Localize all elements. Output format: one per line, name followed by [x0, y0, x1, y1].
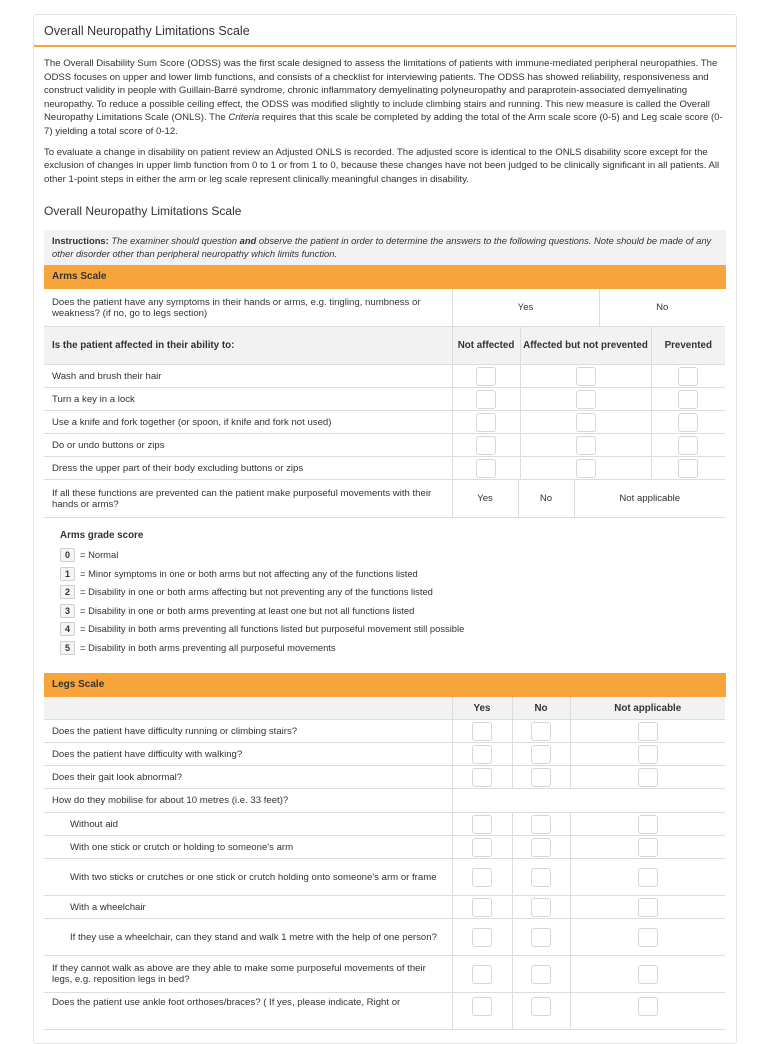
panel-title: Overall Neuropathy Limitations Scale — [34, 15, 736, 47]
arms-grade-title: Arms grade score — [60, 529, 144, 541]
grade-row-5: 5 = Disability in both arms preventing all purposeful movements — [60, 638, 726, 657]
arm-item-turn-key: Turn a key in a lock — [44, 388, 452, 411]
arm-knife-prevented-checkbox[interactable] — [678, 413, 698, 432]
mob-stand-na-checkbox[interactable] — [638, 928, 658, 947]
mob-stand-no-checkbox[interactable] — [531, 928, 551, 947]
legs-col-no: No — [512, 697, 570, 720]
intro-paragraph-1: The Overall Disability Sum Score (ODSS) was the first scale designed to assess the limitations of patients with immune-mediated peripheral neuropathies. The ODSS focuses on upper and lower limb functions, and consists of a checklist for interviewing patients. The ODSS has showed reliability, responsiveness and construct validity in people with Guillain-Barré syndrome, chronic inflammatory demyelinating polyneuropathy and paraprotein-associated demyelinating neuropathy. To reduce a possible ceiling effect, the ODSS was modified slightly to include climbing stairs and running. This new measure is called the Overall Neuropathy Limitations Scale (ONLS). The Criteria requires that this scale be completed by adding the total of the Arm scale score (0-5) and Leg scale score (0-7) yielding a total score of 0-12. — [44, 58, 723, 137]
leg-orthoses-no-checkbox[interactable] — [531, 997, 551, 1016]
grade-row-1: 1 = Minor symptoms in one or both arms but not affecting any of the functions listed — [60, 564, 726, 583]
mob-onestick-no-checkbox[interactable] — [531, 838, 551, 857]
mob-noaid-na-checkbox[interactable] — [638, 815, 658, 834]
leg-q-gait: Does their gait look abnormal? — [44, 766, 452, 789]
arm-key-prevented-checkbox[interactable] — [678, 390, 698, 409]
leg-purposeful-no-checkbox[interactable] — [531, 965, 551, 984]
arm-dress-affected-checkbox[interactable] — [576, 459, 596, 478]
leg-gait-na-checkbox[interactable] — [638, 768, 658, 787]
leg-running-yes-checkbox[interactable] — [472, 722, 492, 741]
leg-q-running: Does the patient have difficulty running or climbing stairs? — [44, 720, 452, 743]
legs-table — [44, 697, 725, 1031]
arms-functions-table — [44, 327, 725, 481]
arms-symptoms-table — [44, 289, 725, 327]
arm-wash-prevented-checkbox[interactable] — [678, 367, 698, 386]
grade-row-4: 4 = Disability in both arms preventing all functions listed but purposeful movement still possible — [60, 620, 726, 639]
mob-noaid-yes-checkbox[interactable] — [472, 815, 492, 834]
form-subtitle: Overall Neuropathy Limitations Scale — [44, 204, 242, 219]
arm-knife-affected-checkbox[interactable] — [576, 413, 596, 432]
mob-noaid-no-checkbox[interactable] — [531, 815, 551, 834]
grade-row-0: 0 = Normal — [60, 546, 726, 565]
leg-q-orthoses: Does the patient use ankle foot orthoses/braces? ( If yes, please indicate, Right or — [44, 993, 452, 1030]
grade-badge: 1 — [60, 567, 75, 581]
arm-item-knife-fork: Use a knife and fork together (or spoon, if knife and fork not used) — [44, 411, 452, 434]
arm-key-not-affected-checkbox[interactable] — [476, 390, 496, 409]
onls-panel — [33, 14, 737, 1044]
arm-dress-prevented-checkbox[interactable] — [678, 459, 698, 478]
leg-walking-no-checkbox[interactable] — [531, 745, 551, 764]
legs-col-yes: Yes — [452, 697, 512, 720]
mob-wheelchair-no-checkbox[interactable] — [531, 898, 551, 917]
intro-paragraph-2: To evaluate a change in disability on patient review an Adjusted ONLS is recorded. The adjusted score is identical to the ONLS disability score except for the exclusion of changes in upper limb function from 0 to 1 or from 1 to 0, because these changes have not been judged to be clinically significant in all patients. All other 1-point steps in either the arm or leg scale represent clinically meaningful changes in disability. — [44, 146, 720, 185]
leg-q-purposeful: If they cannot walk as above are they able to make some purposeful movements of their legs, e.g. reposition legs in bed? — [44, 956, 452, 993]
arms-header-question: Is the patient affected in their ability to: — [44, 327, 452, 365]
mobilise-two-sticks: With two sticks or crutches or one stick or crutch holding onto someone's arm or frame — [44, 859, 452, 896]
arms-purposeful-yes-option[interactable]: Yes — [452, 480, 518, 517]
leg-q-mobilise: How do they mobilise for about 10 metres (i.e. 33 feet)? — [44, 789, 452, 813]
arm-item-wash-hair: Wash and brush their hair — [44, 365, 452, 388]
arms-purposeful-na-option[interactable]: Not applicable — [574, 480, 725, 517]
arms-symptoms-yes-option[interactable]: Yes — [452, 289, 599, 326]
arm-knife-not-affected-checkbox[interactable] — [476, 413, 496, 432]
mob-stand-yes-checkbox[interactable] — [472, 928, 492, 947]
mobilise-without-aid: Without aid — [44, 813, 452, 836]
leg-orthoses-yes-checkbox[interactable] — [472, 997, 492, 1016]
leg-walking-na-checkbox[interactable] — [638, 745, 658, 764]
mob-wheelchair-yes-checkbox[interactable] — [472, 898, 492, 917]
arms-scale-header: Arms Scale — [44, 265, 726, 289]
arm-buttons-affected-checkbox[interactable] — [576, 436, 596, 455]
mob-twosticks-no-checkbox[interactable] — [531, 868, 551, 887]
arms-symptoms-no-option[interactable]: No — [599, 289, 725, 326]
col-prevented: Prevented — [651, 327, 725, 365]
legs-col-na: Not applicable — [570, 697, 725, 720]
arm-buttons-not-affected-checkbox[interactable] — [476, 436, 496, 455]
arm-dress-not-affected-checkbox[interactable] — [476, 459, 496, 478]
mobilise-wheelchair-stand: If they use a wheelchair, can they stand and walk 1 metre with the help of one person? — [44, 919, 452, 956]
grade-row-2: 2 = Disability in one or both arms affecting but not preventing any of the functions listed — [60, 583, 726, 602]
col-not-affected: Not affected — [452, 327, 520, 365]
grade-badge: 3 — [60, 604, 75, 618]
mobilise-wheelchair: With a wheelchair — [44, 896, 452, 919]
leg-running-na-checkbox[interactable] — [638, 722, 658, 741]
mob-twosticks-na-checkbox[interactable] — [638, 868, 658, 887]
arm-item-buttons: Do or undo buttons or zips — [44, 434, 452, 457]
mob-onestick-na-checkbox[interactable] — [638, 838, 658, 857]
grade-row-3: 3 = Disability in one or both arms preventing at least one but not all functions listed — [60, 601, 726, 620]
arms-purposeful-table — [44, 480, 725, 518]
mob-onestick-yes-checkbox[interactable] — [472, 838, 492, 857]
mob-twosticks-yes-checkbox[interactable] — [472, 868, 492, 887]
instructions: Instructions: The examiner should question and observe the patient in order to determine the answers to the following questions. Note should be made of any other disorder other than peripheral neuropathy which limits function. — [44, 230, 726, 265]
leg-walking-yes-checkbox[interactable] — [472, 745, 492, 764]
arm-wash-not-affected-checkbox[interactable] — [476, 367, 496, 386]
arm-item-dress: Dress the upper part of their body excluding buttons or zips — [44, 457, 452, 480]
grade-badge: 5 — [60, 641, 75, 655]
mob-wheelchair-na-checkbox[interactable] — [638, 898, 658, 917]
col-affected-not-prevented: Affected but not prevented — [520, 327, 651, 365]
grade-badge: 2 — [60, 585, 75, 599]
legs-scale-header: Legs Scale — [44, 673, 726, 697]
arms-symptoms-question: Does the patient have any symptoms in their hands or arms, e.g. tingling, numbness or weakness? (if no, go to legs section) — [44, 289, 452, 326]
leg-purposeful-na-checkbox[interactable] — [638, 965, 658, 984]
leg-q-walking: Does the patient have difficulty with walking? — [44, 743, 452, 766]
leg-running-no-checkbox[interactable] — [531, 722, 551, 741]
leg-purposeful-yes-checkbox[interactable] — [472, 965, 492, 984]
arms-purposeful-no-option[interactable]: No — [518, 480, 574, 517]
leg-orthoses-na-checkbox[interactable] — [638, 997, 658, 1016]
grade-badge: 0 — [60, 548, 75, 562]
mobilise-one-stick: With one stick or crutch or holding to someone's arm — [44, 836, 452, 859]
arm-wash-affected-checkbox[interactable] — [576, 367, 596, 386]
leg-gait-no-checkbox[interactable] — [531, 768, 551, 787]
arm-buttons-prevented-checkbox[interactable] — [678, 436, 698, 455]
arm-key-affected-checkbox[interactable] — [576, 390, 596, 409]
arms-grade-score — [44, 518, 726, 665]
leg-gait-yes-checkbox[interactable] — [472, 768, 492, 787]
arms-purposeful-question: If all these functions are prevented can the patient make purposeful movements with their hands or arms? — [44, 480, 452, 517]
grade-badge: 4 — [60, 622, 75, 636]
